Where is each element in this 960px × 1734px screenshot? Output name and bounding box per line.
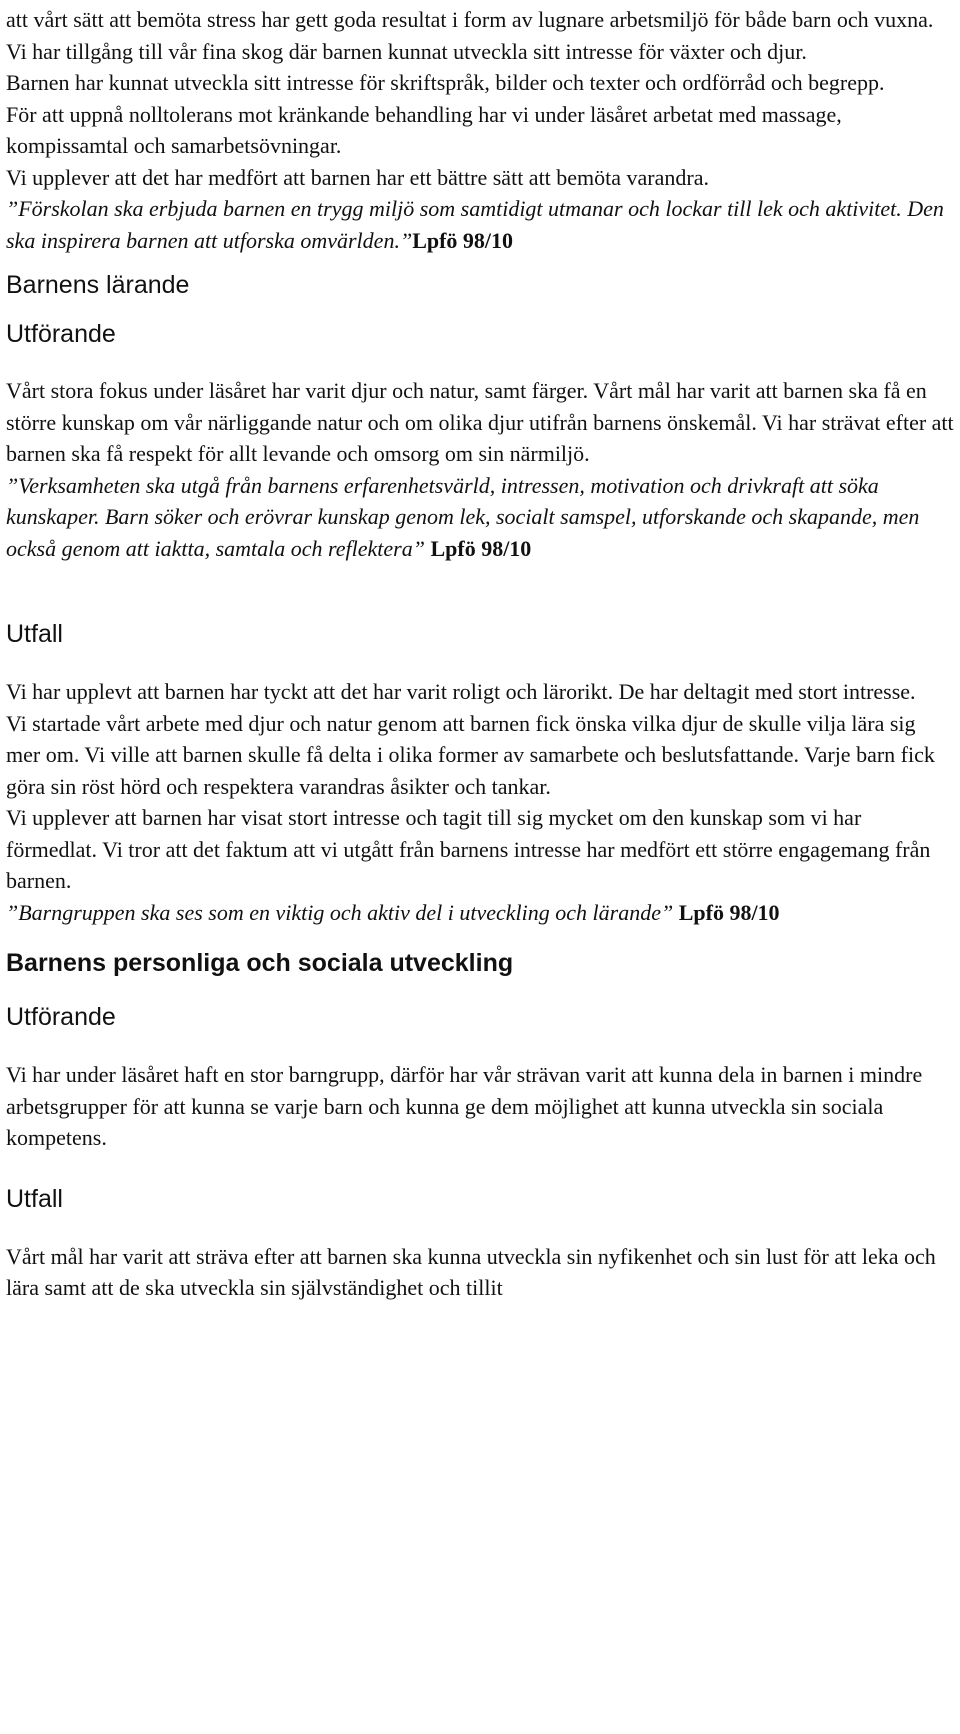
section1-utforande-quote-ref: Lpfö 98/10	[430, 535, 532, 561]
section1-utfall-paragraph-1: Vi har upplevt att barnen har tyckt att det har varit roligt och lärorikt. De har deltagit med stort intresse.	[6, 679, 916, 704]
intro-quote-ref: Lpfö 98/10	[412, 227, 514, 253]
intro-paragraph-5: Vi upplever att det har medfört att barnen har ett bättre sätt att bemöta varandra.	[6, 164, 709, 190]
section1-utfall-paragraph-2: Vi startade vårt arbete med djur och natur genom att barnen fick önska vilka djur de skulle vilja lära sig mer om. Vi ville att barnen skulle få delta i olika former av samarbete och beslutsfattande. Varje barn fick göra sin röst hörd och respektera varandras åsikter och tankar.	[6, 710, 935, 799]
intro-quote-paragraph	[6, 193, 954, 256]
intro-paragraph-3: Barnen har kunnat utveckla sitt intresse för skriftspråk, bilder och texter och ordförråd och begrepp.	[6, 70, 885, 95]
section1-utforande-heading: Utförande	[6, 320, 116, 348]
section1-utfall-paragraph-3: Vi upplever att barnen har visat stort intresse och tagit till sig mycket om den kunskap som vi har förmedlat. Vi tror att det faktum att vi utgått från barnens intresse har medfört ett större engagemang från barnen.	[6, 805, 931, 893]
section2-utfall-text: Vårt mål har varit att sträva efter att barnen ska kunna utveckla sin nyfikenhet och sin lust för att leka och lära samt att de ska utveckla sin självständighet och tillit	[6, 1243, 936, 1300]
intro-block	[6, 4, 954, 256]
section1-utforande-quote: ”Verksamheten ska utgå från barnens erfarenhetsvärld, intressen, motivation och drivkraft att söka kunskaper. Barn söker och erövrar kunskap genom lek, socialt samspel, utforskande och skapande, men också genom att iaktta, samtala och reflektera”	[6, 472, 920, 561]
intro-paragraph-4: För att uppnå nolltolerans mot kränkande behandling har vi under läsåret arbetat med massage, kompissamtal och samarbetsövningar.	[6, 101, 842, 158]
section2-utfall-heading: Utfall	[6, 1184, 63, 1213]
section1-utfall-quote-ref: Lpfö 98/10	[678, 899, 780, 925]
section2-utforande-heading: Utförande	[6, 1003, 116, 1031]
section2-heading: Barnens personliga och sociala utveckling	[6, 949, 514, 977]
section2-utforande-text: Vi har under läsåret haft en stor barngrupp, därför har vår strävan varit att kunna dela in barnen i mindre arbetsgrupper för att kunna se varje barn och kunna ge dem möjlighet att kunna utveckla sin sociala kompetens.	[6, 1062, 923, 1150]
intro-paragraph-2: Vi har tillgång till vår fina skog där barnen kunnat utveckla sitt intresse för växter och djur.	[6, 38, 807, 64]
section1-utforande-text: Vårt stora fokus under läsåret har varit djur och natur, samt färger. Vårt mål har varit att barnen ska få en större kunskap om vår närliggande natur och om olika djur utifrån barnens önskemål. Vi har strävat efter att barnen ska få respekt för allt levande och omsorg om sin närmiljö.	[6, 378, 954, 466]
section1-utforande-quote-paragraph	[6, 470, 954, 565]
section1-heading: Barnens lärande	[6, 271, 190, 299]
section1-utfall-heading: Utfall	[6, 620, 63, 648]
intro-paragraph-1: att vårt sätt att bemöta stress har gett goda resultat i form av lugnare arbetsmiljö för både barn och vuxna.	[6, 7, 934, 32]
intro-quote: ”Förskolan ska erbjuda barnen en trygg miljö som samtidigt utmanar och lockar till lek och aktivitet. Den ska inspirera barnen att utforska omvärlden.”	[6, 196, 944, 253]
section1-utfall-quote-paragraph	[6, 897, 954, 929]
section1-utfall-quote: ”Barngruppen ska ses som en viktig och aktiv del i utveckling och lärande”	[6, 899, 674, 925]
